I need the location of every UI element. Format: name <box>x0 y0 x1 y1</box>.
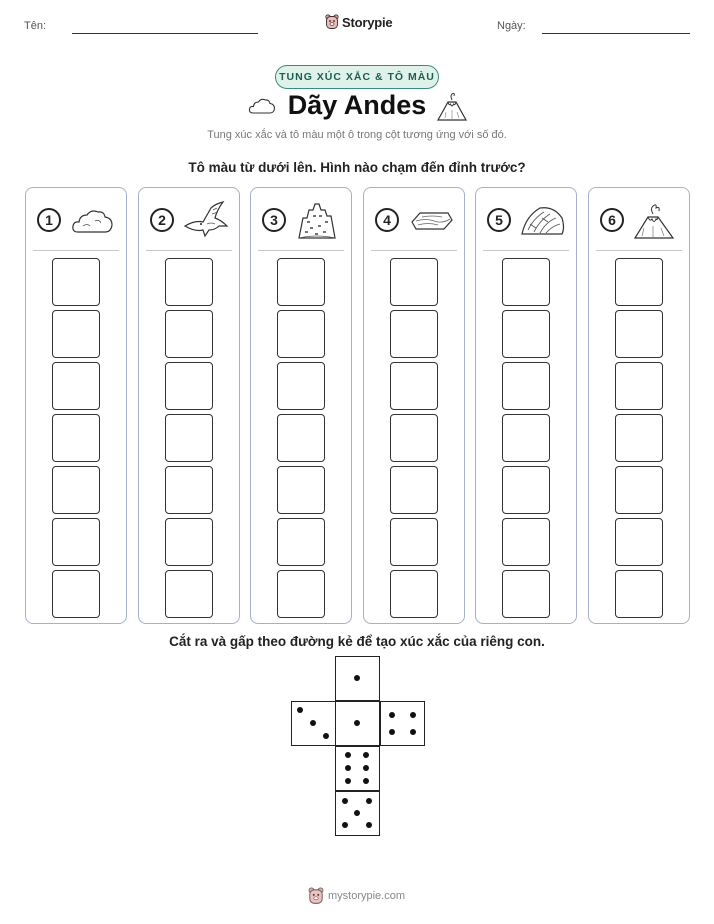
date-label: Ngày: <box>497 20 526 32</box>
dice-face-5 <box>335 791 380 836</box>
color-box[interactable] <box>277 518 325 566</box>
column-number: 4 <box>375 208 399 232</box>
dice-column-6 <box>588 187 690 624</box>
color-box[interactable] <box>390 570 438 618</box>
color-box[interactable] <box>52 414 100 462</box>
color-box[interactable] <box>390 258 438 306</box>
color-box[interactable] <box>277 258 325 306</box>
color-box[interactable] <box>277 570 325 618</box>
dice-pip <box>410 712 416 718</box>
color-box[interactable] <box>502 414 550 462</box>
dice-column-5 <box>475 187 577 624</box>
color-box[interactable] <box>615 570 663 618</box>
column-divider <box>258 250 344 251</box>
dice-pip <box>310 720 316 726</box>
dice-face-4 <box>380 701 425 746</box>
city-icon <box>293 200 343 240</box>
instruction-bottom: Cắt ra và gấp theo đường kẻ để tạo xúc xắc của riêng con. <box>169 634 545 649</box>
volcano-icon <box>436 90 468 122</box>
dice-pip <box>297 707 303 713</box>
activity-badge: TUNG XÚC XẮC & TÔ MÀU <box>275 65 439 89</box>
dice-pip <box>342 798 348 804</box>
dice-pip <box>345 765 351 771</box>
color-box[interactable] <box>615 310 663 358</box>
color-box[interactable] <box>390 310 438 358</box>
color-box[interactable] <box>52 310 100 358</box>
dice-pip <box>366 798 372 804</box>
condor-icon <box>181 200 231 240</box>
color-box[interactable] <box>165 258 213 306</box>
dice-column-1 <box>25 187 127 624</box>
color-box[interactable] <box>390 518 438 566</box>
color-box[interactable] <box>277 414 325 462</box>
column-number: 6 <box>600 208 624 232</box>
dice-pip <box>366 822 372 828</box>
dice-pip <box>389 729 395 735</box>
color-box[interactable] <box>52 570 100 618</box>
page-subtitle: Tung xúc xắc và tô màu một ô trong cột tương ứng với số đó. <box>207 129 507 141</box>
dice-pip <box>410 729 416 735</box>
color-box[interactable] <box>502 310 550 358</box>
dice-column-2 <box>138 187 240 624</box>
color-box[interactable] <box>277 310 325 358</box>
color-box[interactable] <box>615 258 663 306</box>
color-box[interactable] <box>52 518 100 566</box>
color-box[interactable] <box>165 466 213 514</box>
color-box[interactable] <box>52 258 100 306</box>
cloud-icon <box>68 200 118 240</box>
color-box[interactable] <box>52 362 100 410</box>
color-box[interactable] <box>165 362 213 410</box>
color-box[interactable] <box>615 518 663 566</box>
color-box[interactable] <box>165 310 213 358</box>
name-label: Tên: <box>24 20 47 32</box>
dice-pip <box>363 778 369 784</box>
color-box[interactable] <box>502 466 550 514</box>
column-divider <box>371 250 457 251</box>
column-number: 2 <box>150 208 174 232</box>
color-box[interactable] <box>502 362 550 410</box>
dice-face-6 <box>335 746 380 791</box>
brand-logo <box>325 13 392 31</box>
bear-mascot-icon <box>325 14 339 30</box>
dice-pip <box>363 752 369 758</box>
column-divider <box>483 250 569 251</box>
volcano-icon <box>631 200 681 240</box>
dice-pip <box>354 720 360 726</box>
color-box[interactable] <box>502 570 550 618</box>
column-number: 1 <box>37 208 61 232</box>
column-divider <box>33 250 119 251</box>
dice-pip <box>345 778 351 784</box>
color-box[interactable] <box>165 414 213 462</box>
page-title: Dãy Andes <box>287 90 427 120</box>
color-box[interactable] <box>165 570 213 618</box>
date-line[interactable] <box>542 33 690 34</box>
color-box[interactable] <box>165 518 213 566</box>
dice-pip <box>345 752 351 758</box>
dice-pip <box>354 810 360 816</box>
color-box[interactable] <box>615 362 663 410</box>
color-box[interactable] <box>390 414 438 462</box>
brand-name: Storypie <box>342 14 393 30</box>
column-divider <box>146 250 232 251</box>
dice-pip <box>323 733 329 739</box>
dice-column-3 <box>250 187 352 624</box>
dice-column-4 <box>363 187 465 624</box>
dice-pip <box>363 765 369 771</box>
color-box[interactable] <box>502 258 550 306</box>
name-line[interactable] <box>72 33 258 34</box>
footer <box>308 887 405 905</box>
column-number: 3 <box>262 208 286 232</box>
color-box[interactable] <box>615 466 663 514</box>
column-number: 5 <box>487 208 511 232</box>
mountain-rock-icon <box>518 200 568 240</box>
dice-face-3 <box>291 701 336 746</box>
color-box[interactable] <box>502 518 550 566</box>
dice-face-1 <box>335 656 380 701</box>
color-box[interactable] <box>390 362 438 410</box>
bear-mascot-icon <box>308 887 324 905</box>
dice-pip <box>342 822 348 828</box>
instruction-top: Tô màu từ dưới lên. Hình nào chạm đến đỉnh trước? <box>188 160 526 175</box>
dice-pip <box>354 675 360 681</box>
color-box[interactable] <box>615 414 663 462</box>
color-box[interactable] <box>52 466 100 514</box>
salt-flat-icon <box>406 200 456 240</box>
color-box[interactable] <box>277 362 325 410</box>
footer-url: mystorypie.com <box>328 890 406 902</box>
dice-pip <box>389 712 395 718</box>
dice-face-1 <box>335 701 380 746</box>
color-box[interactable] <box>277 466 325 514</box>
color-box[interactable] <box>390 466 438 514</box>
column-divider <box>596 250 682 251</box>
